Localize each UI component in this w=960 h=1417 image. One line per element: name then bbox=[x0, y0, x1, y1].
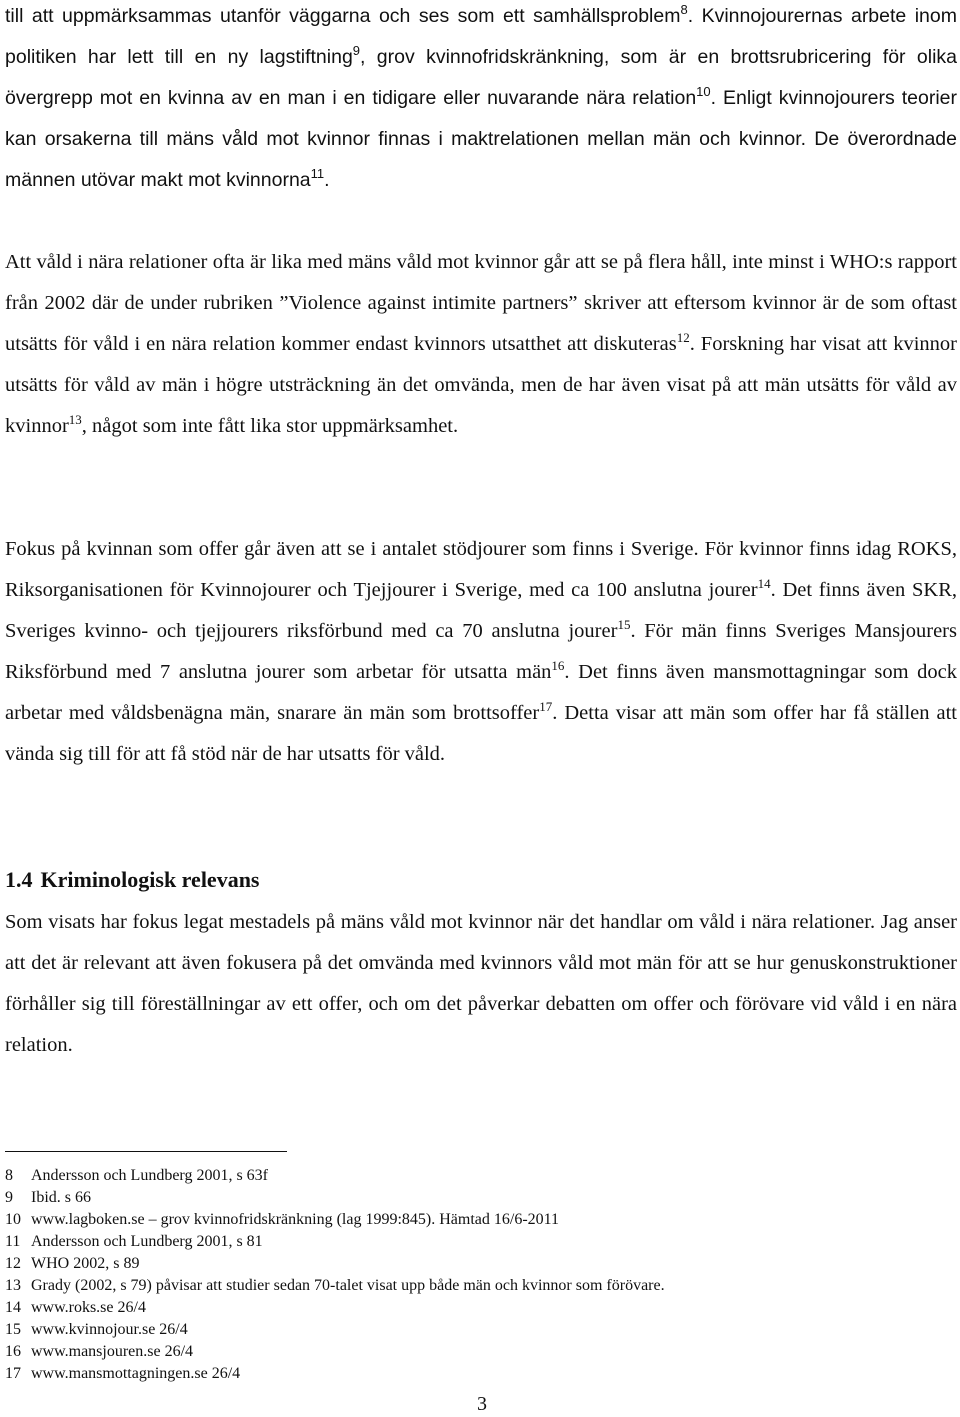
p1-text-3: , grov kvinnofridskränkning, som är en brottsrubricering för olika övergrepp mot en kvinna av en man i en tidigare eller nuvarande nära relation bbox=[5, 46, 957, 109]
section-number: 1.4 bbox=[5, 867, 33, 892]
footnote-text: www.roks.se 26/4 bbox=[31, 1299, 146, 1316]
p3-text-3: . För män finns Sveriges Mansjourers Riksförbund med 7 anslutna jourer som arbetar för utsatta män bbox=[5, 620, 957, 683]
paragraph-1 bbox=[5, 0, 957, 201]
footnote-number: 8 bbox=[5, 1167, 13, 1184]
footnote-text: www.lagboken.se – grov kvinnofridskränkning (lag 1999:845). Hämtad 16/6-2011 bbox=[31, 1211, 560, 1228]
footnote-number: 16 bbox=[5, 1343, 21, 1360]
footnote-list bbox=[5, 1165, 957, 1385]
footnote-separator bbox=[5, 1151, 287, 1152]
p3-text-4: . Det finns även mansmottagningar som dock arbetar med våldsbenägna män, snarare än män som brottsoffer bbox=[5, 661, 957, 724]
footnote-ref-12[interactable]: 12 bbox=[676, 330, 690, 345]
section-title: Kriminologisk relevans bbox=[40, 867, 260, 892]
footnote-text: Andersson och Lundberg 2001, s 81 bbox=[31, 1233, 263, 1250]
p3-text-2: . Det finns även SKR, Sveriges kvinno- och tjejjourers riksförbund med ca 70 anslutna jourer bbox=[5, 579, 957, 642]
p1-text-1: till att uppmärksammas utanför väggarna och ses som ett samhällsproblem bbox=[5, 5, 681, 27]
footnote-item bbox=[5, 1187, 957, 1209]
p3-text-5: . Detta visar att män som offer har få ställen att vända sig till för att få stöd när de har utsatts för våld. bbox=[5, 702, 957, 765]
footnote-text: Grady (2002, s 79) påvisar att studier sedan 70-talet visat upp både män och kvinnor som förövare. bbox=[31, 1277, 665, 1294]
p2-text-1: Att våld i nära relationer ofta är lika med mäns våld mot kvinnor går att se på flera håll, inte minst i WHO:s rapport från 2002 där de under rubriken ”Violence against intimite partners” skriver att eftersom kvinnor är de som oftast utsätts för våld i en nära relation kommer endast kvinnors utsatthet att diskuteras bbox=[5, 251, 957, 355]
footnote-ref-10[interactable]: 10 bbox=[696, 84, 711, 99]
footnote-item bbox=[5, 1363, 957, 1385]
footnote-number: 17 bbox=[5, 1365, 21, 1382]
footnote-ref-14[interactable]: 14 bbox=[757, 576, 771, 591]
p2-text-2: . Forskning har visat att kvinnor utsätts för våld av män i högre utsträckning än det omvända, men de har även visat på att män utsätts för våld av kvinnor bbox=[5, 333, 957, 437]
footnote-text: Andersson och Lundberg 2001, s 63f bbox=[31, 1167, 269, 1184]
footnote-item bbox=[5, 1253, 957, 1275]
footnote-item bbox=[5, 1165, 957, 1187]
footnote-text: www.mansjouren.se 26/4 bbox=[31, 1343, 194, 1360]
footnote-item bbox=[5, 1275, 957, 1297]
footnote-ref-9[interactable]: 9 bbox=[352, 43, 361, 58]
footnote-number: 11 bbox=[5, 1233, 21, 1250]
footnote-item bbox=[5, 1231, 957, 1253]
paragraph-3 bbox=[5, 529, 957, 775]
footnote-item bbox=[5, 1209, 957, 1231]
footnote-item bbox=[5, 1297, 957, 1319]
section-heading bbox=[5, 862, 260, 898]
paragraph-4: Som visats har fokus legat mestadels på mäns våld mot kvinnor när det handlar om våld i nära relationer. Jag anser att det är relevant att även fokusera på det omvända med kvinnors våld mot män för att se hur genuskonstruktioner förhåller sig till föreställningar av ett offer, och om det påverkar debatten om offer och förövare vid våld i en nära relation. bbox=[5, 911, 957, 1056]
paragraph-2 bbox=[5, 242, 957, 447]
p1-text-4: . Enligt kvinnojourers teorier kan orsakerna till mäns våld mot kvinnor finnas i maktrelationen mellan män och kvinnor. De överordnade männen utövar makt mot kvinnorna bbox=[5, 87, 957, 191]
p3-text-1: Fokus på kvinnan som offer går även att se i antalet stödjourer som finns i Sverige. För kvinnor finns idag ROKS, Riksorganisationen för Kvinnojourer och Tjejjourer i Sverige, med ca 100 anslutna jourer bbox=[5, 538, 957, 601]
footnote-number: 13 bbox=[5, 1277, 21, 1294]
footnote-text: www.kvinnojour.se 26/4 bbox=[31, 1321, 188, 1338]
footnote-text: www.mansmottagningen.se 26/4 bbox=[31, 1365, 241, 1382]
footnote-text: Ibid. s 66 bbox=[31, 1189, 91, 1206]
footnote-ref-11[interactable]: 11 bbox=[310, 166, 325, 181]
footnote-item bbox=[5, 1319, 957, 1341]
footnote-text: WHO 2002, s 89 bbox=[31, 1255, 140, 1272]
page-number: 3 bbox=[477, 1393, 487, 1415]
footnote-ref-15[interactable]: 15 bbox=[617, 617, 631, 632]
footnote-ref-13[interactable]: 13 bbox=[68, 412, 82, 427]
p1-text-2: . Kvinnojourernas arbete inom politiken har lett till en ny lagstiftning bbox=[5, 5, 957, 68]
footnote-number: 15 bbox=[5, 1321, 21, 1338]
footnote-number: 14 bbox=[5, 1299, 21, 1316]
p1-text-5: . bbox=[324, 169, 330, 191]
footnote-ref-16[interactable]: 16 bbox=[551, 658, 565, 673]
footnote-number: 10 bbox=[5, 1211, 21, 1228]
footnote-number: 9 bbox=[5, 1189, 13, 1206]
footnote-ref-8[interactable]: 8 bbox=[680, 2, 688, 17]
footnote-number: 12 bbox=[5, 1255, 21, 1272]
footnote-ref-17[interactable]: 17 bbox=[539, 699, 553, 714]
p2-text-3: , något som inte fått lika stor uppmärksamhet. bbox=[81, 415, 459, 437]
footnote-item bbox=[5, 1341, 957, 1363]
